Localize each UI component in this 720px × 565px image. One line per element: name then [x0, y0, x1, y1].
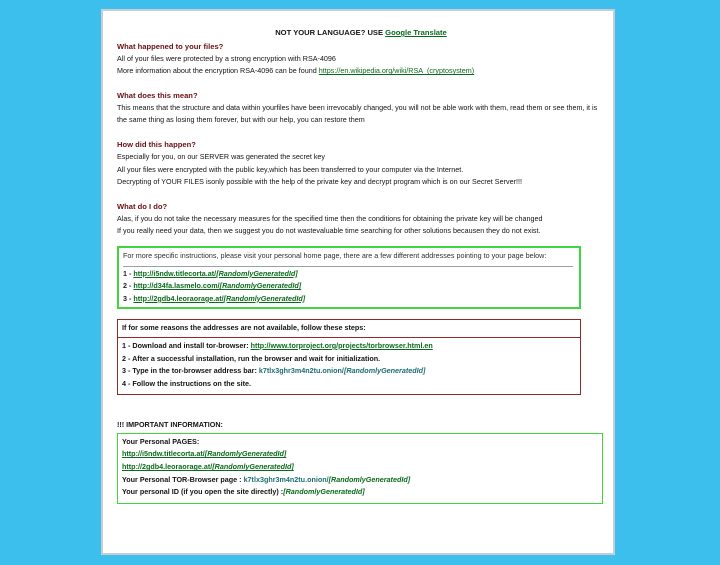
- personal-page-row: [122, 461, 598, 474]
- torbrowser-download-link[interactable]: http://www.torproject.org/projects/torbrowser.html.en: [250, 340, 433, 350]
- section-heading: What do I do?: [117, 201, 168, 211]
- important-info-heading: !!! IMPORTANT INFORMATION:: [117, 420, 223, 430]
- random-id: [RandomlyGeneratedId]: [343, 366, 426, 376]
- ransom-note-content: [103, 11, 613, 553]
- tor-instructions-box: [117, 319, 581, 395]
- ransom-note-page: [101, 9, 615, 555]
- section-text: This means that the structure and data within yourfiles have been irrevocably changed, you will not be able work with them, read them or see them, it is the same thing as losing them forever, but with our help, you can restore them: [117, 102, 598, 125]
- personal-page-addresses-box: [117, 246, 581, 309]
- section-text: All of your files were protected by a strong encryption with RSA-4096: [117, 53, 336, 63]
- address-link-1[interactable]: http://i5ndw.titlecorta.at/[RandomlyGeneratedId]: [133, 268, 298, 278]
- step-1: 1 - Download and install tor-browser: http://www.torproject.org/projects/torbrowser.html.en: [122, 340, 433, 350]
- section-how-did-this-happen: [117, 139, 605, 189]
- divider: [118, 337, 580, 338]
- language-notice: NOT YOUR LANGUAGE? USE Google Translate: [275, 28, 447, 37]
- section-heading: What does this mean?: [117, 90, 198, 100]
- wikipedia-rsa-link[interactable]: https://en.wikipedia.org/wiki/RSA_(cryptosystem): [318, 66, 475, 76]
- address-link-2[interactable]: http://d34fa.lasmelo.com/[RandomlyGeneratedId]: [133, 281, 302, 291]
- step-4: 4 - Follow the instructions on the site.: [122, 378, 251, 388]
- section-text: Especially for you, on our SERVER was generated the secret key: [117, 151, 326, 161]
- personal-page-link-2[interactable]: http://2gdb4.leoraorage.at/[RandomlyGeneratedId]: [122, 462, 294, 472]
- section-heading: How did this happen?: [117, 139, 196, 149]
- google-translate-link[interactable]: Google Translate: [385, 28, 447, 37]
- section-heading: What happened to your files?: [117, 41, 224, 51]
- addresses-intro: For more specific instructions, please visit your personal home page, there are a few different addresses pointing to your page below:: [123, 250, 547, 260]
- section-text: More information about the encryption RSA-4096 can be found https://en.wikipedia.org/wiki/RSA_(cryptosystem): [117, 66, 475, 76]
- section-what-does-this-mean: [117, 90, 605, 127]
- personal-id-row: Your personal ID (if you open the site directly) :[RandomlyGeneratedId]: [122, 487, 365, 497]
- personal-page-link-1[interactable]: http://i5ndw.titlecorta.at/[RandomlyGeneratedId]: [122, 449, 287, 459]
- section-what-happened: [117, 41, 605, 78]
- address-link-3[interactable]: http://2gdb4.leoraorage.at/[RandomlyGeneratedId]: [133, 293, 306, 303]
- address-row: 3 - http://2gdb4.leoraorage.at/[RandomlyGeneratedId]: [123, 293, 306, 303]
- important-info-box: [117, 433, 603, 504]
- divider: [123, 266, 573, 267]
- tor-instructions-heading: If for some reasons the addresses are not available, follow these steps:: [122, 323, 366, 333]
- section-text: If you really need your data, then we suggest you do not wastevaluable time searching for other solutions becausen they do not exist.: [117, 226, 541, 236]
- address-row: 2 - http://d34fa.lasmelo.com/[RandomlyGeneratedId]: [123, 281, 302, 291]
- onion-address: k7tlx3ghr3m4n2tu.onion/: [243, 474, 329, 484]
- section-what-do-i-do: [117, 201, 605, 238]
- step-2: 2 - After a successful installation, run the browser and wait for initialization.: [122, 353, 381, 363]
- random-id: [RandomlyGeneratedId]: [283, 487, 365, 497]
- address-row: 1 - http://i5ndw.titlecorta.at/[RandomlyGeneratedId]: [123, 268, 298, 278]
- tor-page-row: Your Personal TOR-Browser page : k7tlx3ghr3m4n2tu.onion/[RandomlyGeneratedId]: [122, 474, 411, 484]
- section-text: Alas, if you do not take the necessary measures for the specified time then the conditions for obtaining the private key will be changed: [117, 213, 543, 223]
- step-3: 3 - Type in the tor-browser address bar: k7tlx3ghr3m4n2tu.onion/[RandomlyGeneratedId]: [122, 366, 426, 376]
- section-text: Decrypting of YOUR FILES isonly possible with the help of the private key and decrypt program which is on our Secret Server!!!: [117, 177, 522, 187]
- onion-address: k7tlx3ghr3m4n2tu.onion/: [258, 366, 344, 376]
- personal-page-row: [122, 448, 598, 461]
- random-id: [RandomlyGeneratedId]: [328, 474, 411, 484]
- personal-pages-label: Your Personal PAGES:: [122, 436, 200, 446]
- section-text: All your files were encrypted with the public key,which has been transferred to your computer via the Internet.: [117, 164, 464, 174]
